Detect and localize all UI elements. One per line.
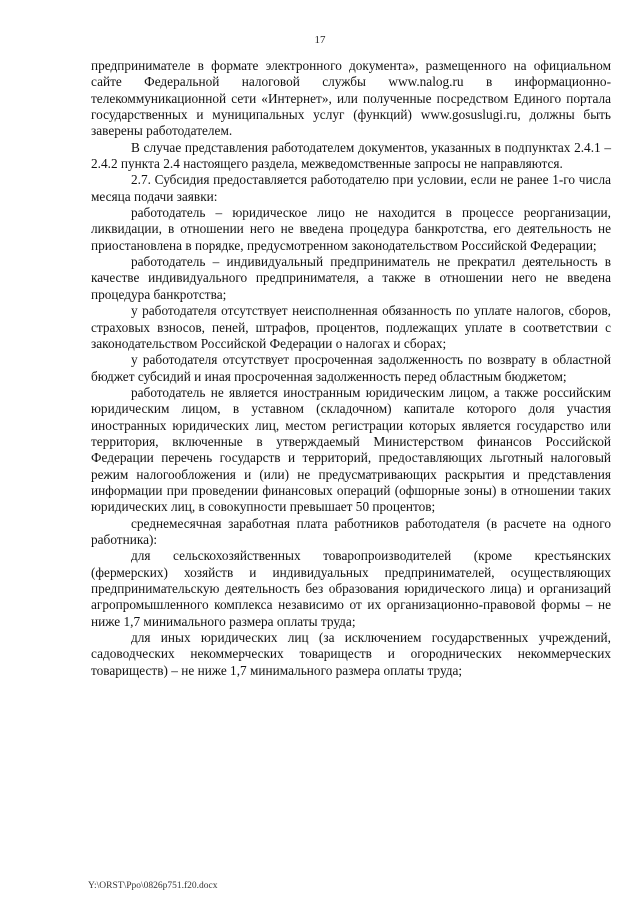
paragraph-foreign-entity-condition: работодатель не является иностранным юридическим лицом, а также российским юридическим лицом, в уставном (складочном) капитале которого доля участия иностранных юридических лиц, местом регистрации которых является государство или территория, включенные в утверждаемый Министерством финансов Российской Федерации перечень государств и территорий, предоставляющих льготный налоговый режим налогообложения и (или) не предусматривающих раскрытия и представления информации при проведении финансовых операций (офшорные зоны) в отношении таких юридических лиц, в совокупности превышает 50 процентов; (91, 384, 611, 515)
paragraph-continuation: предпринимателе в формате электронного документа», размещенного на официальном сайте Федеральной налоговой службы www.nalog.ru в информационно-телекоммуникационной сети «Интернет», или полученные посредством Единого портала государственных и муниципальных услуг (функций) www.gosuslugi.ru, должны быть заверены работодателем. (91, 58, 611, 139)
paragraph-entrepreneur-condition: работодатель – индивидуальный предприниматель не прекратил деятельность в качестве индивидуального предпринимателя, а также в отношении него не введена процедура банкротства; (91, 254, 611, 302)
paragraph-clause-2-7: 2.7. Субсидия предоставляется работодателю при условии, если не ранее 1-го числа месяца подачи заявки: (91, 172, 611, 204)
paragraph-tax-obligation-condition: у работодателя отсутствует неисполненная обязанность по уплате налогов, сборов, страховых взносов, пеней, штрафов, процентов, подлежащих уплате в соответствии с законодательством Российской Федерации о налогах и сборах; (91, 303, 611, 351)
paragraph-agricultural-producers: для сельскохозяйственных товаропроизводителей (кроме крестьянских (фермерских) хозяйств и индивидуальных предпринимателей, осуществляющих предпринимательскую деятельность без образования юридического лица) и организаций агропромышленного комплекса независимо от их организационно-правовой формы – не ниже 1,7 минимального размера оплаты труда; (91, 548, 611, 629)
paragraph-legal-entity-condition: работодатель – юридическое лицо не находится в процессе реорганизации, ликвидации, в отношении него не введена процедура банкротства, его деятельность не приостановлена в порядке, предусмотренном законодательством Российской Федерации; (91, 205, 611, 253)
paragraph-budget-debt-condition: у работодателя отсутствует просроченная задолженность по возврату в областной бюджет субсидий и иная просроченная задолженность перед областным бюджетом; (91, 352, 611, 384)
document-body (91, 58, 611, 679)
footer-file-path: Y:\ORST\Ppo\0826p751.f20.docx (88, 881, 218, 891)
paragraph-interagency-requests: В случае представления работодателем документов, указанных в подпунктах 2.4.1 – 2.4.2 пункта 2.4 настоящего раздела, межведомственные запросы не направляются. (91, 139, 611, 172)
paragraph-other-legal-entities: для иных юридических лиц (за исключением государственных учреждений, садоводческих некоммерческих товариществ и огороднических некоммерческих товариществ) – не ниже 1,7 минимального размера оплаты труда; (91, 630, 611, 678)
paragraph-average-salary: среднемесячная заработная плата работников работодателя (в расчете на одного работника): (91, 515, 611, 547)
page-number: 17 (314, 34, 326, 46)
